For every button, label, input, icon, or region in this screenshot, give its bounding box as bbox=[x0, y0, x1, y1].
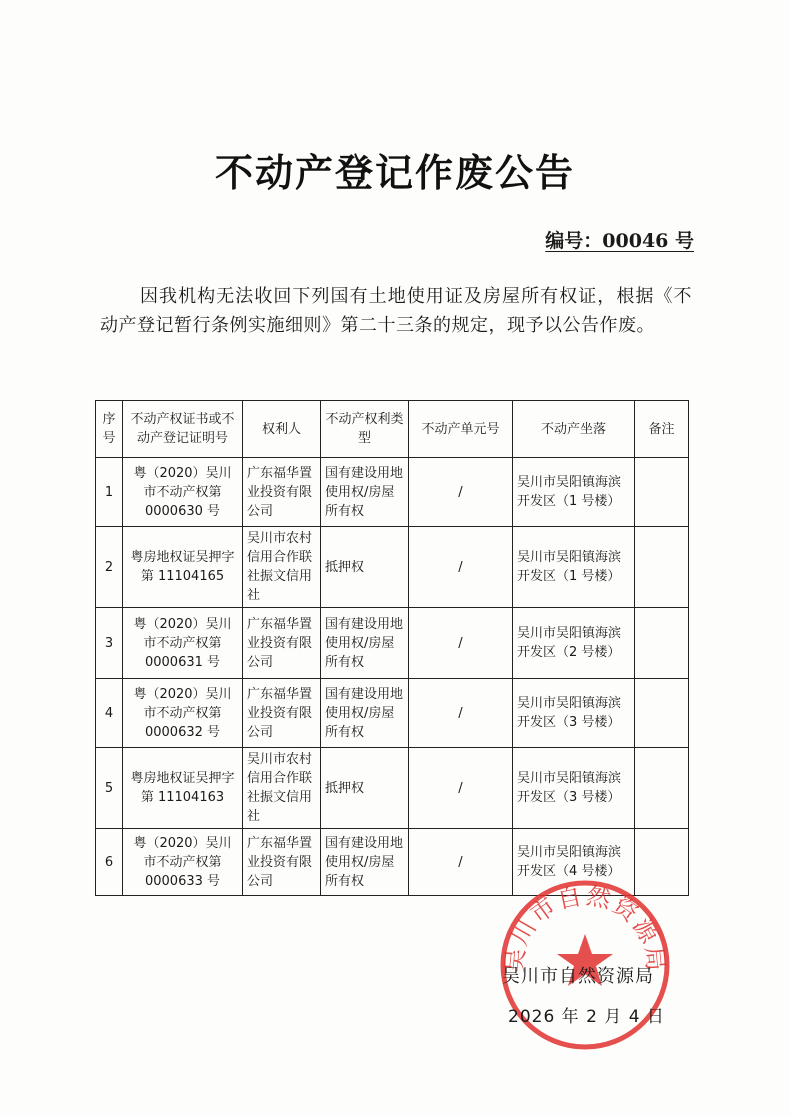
certificate-number: 粤（2020）吴川市不动产权第0000632 号 bbox=[123, 679, 243, 748]
remark bbox=[635, 748, 689, 829]
table-row bbox=[96, 608, 689, 679]
header-cell: 不动产单元号 bbox=[409, 401, 513, 458]
header-cell: 不动产坐落 bbox=[513, 401, 635, 458]
right-holder: 广东福华置业投资有限公司 bbox=[243, 458, 321, 527]
right-holder: 广东福华置业投资有限公司 bbox=[243, 679, 321, 748]
property-location: 吴川市吴阳镇海滨开发区（2 号楼） bbox=[513, 608, 635, 679]
property-location: 吴川市吴阳镇海滨开发区（1 号楼） bbox=[513, 527, 635, 608]
unit-number: / bbox=[409, 829, 513, 896]
unit-number: / bbox=[409, 527, 513, 608]
right-type: 抵押权 bbox=[321, 527, 409, 608]
table-header-row bbox=[96, 401, 689, 458]
table-row bbox=[96, 748, 689, 829]
right-type: 国有建设用地使用权/房屋所有权 bbox=[321, 458, 409, 527]
right-holder: 吴川市农村信用合作联社振文信用社 bbox=[243, 748, 321, 829]
property-location: 吴川市吴阳镇海滨开发区（3 号楼） bbox=[513, 748, 635, 829]
row-number: 2 bbox=[96, 527, 123, 608]
certificate-number: 粤（2020）吴川市不动产权第0000630 号 bbox=[123, 458, 243, 527]
row-number: 5 bbox=[96, 748, 123, 829]
notice-title: 不动产登记作废公告 bbox=[214, 150, 575, 195]
certificate-number: 粤（2020）吴川市不动产权第0000633 号 bbox=[123, 829, 243, 896]
right-type: 国有建设用地使用权/房屋所有权 bbox=[321, 608, 409, 679]
issue-date: 2026 年 2 月 4 日 bbox=[508, 1007, 665, 1027]
row-number: 4 bbox=[96, 679, 123, 748]
right-holder: 广东福华置业投资有限公司 bbox=[243, 608, 321, 679]
unit-number: / bbox=[409, 748, 513, 829]
property-location: 吴川市吴阳镇海滨开发区（1 号楼） bbox=[513, 458, 635, 527]
certificate-number: 粤房地权证吴押字第 11104163 bbox=[123, 748, 243, 829]
right-type: 国有建设用地使用权/房屋所有权 bbox=[321, 679, 409, 748]
row-number: 6 bbox=[96, 829, 123, 896]
right-holder: 广东福华置业投资有限公司 bbox=[243, 829, 321, 896]
property-location: 吴川市吴阳镇海滨开发区（3 号楼） bbox=[513, 679, 635, 748]
right-holder: 吴川市农村信用合作联社振文信用社 bbox=[243, 527, 321, 608]
unit-number: / bbox=[409, 608, 513, 679]
void-certificates-table bbox=[95, 400, 689, 896]
header-cell: 备注 bbox=[635, 401, 689, 458]
header-cell: 序号 bbox=[96, 401, 123, 458]
certificate-number: 粤（2020）吴川市不动产权第0000631 号 bbox=[123, 608, 243, 679]
notice-body: 因我机构无法收回下列国有土地使用证及房屋所有权证，根据《不动产登记暂行条例实施细则》第二十三条的规定，现予以公告作废。 bbox=[100, 286, 692, 336]
header-cell: 不动产权利类型 bbox=[321, 401, 409, 458]
remark bbox=[635, 527, 689, 608]
seal-text-path: 吴川市自然资源局 bbox=[500, 881, 670, 974]
table-row bbox=[96, 458, 689, 527]
right-type: 国有建设用地使用权/房屋所有权 bbox=[321, 829, 409, 896]
remark bbox=[635, 608, 689, 679]
unit-number: / bbox=[409, 458, 513, 527]
unit-number: / bbox=[409, 679, 513, 748]
table-row bbox=[96, 527, 689, 608]
certificate-number: 粤房地权证吴押字第 11104165 bbox=[123, 527, 243, 608]
document-number: 编号：00046 号 bbox=[545, 230, 694, 252]
row-number: 3 bbox=[96, 608, 123, 679]
right-type: 抵押权 bbox=[321, 748, 409, 829]
issuing-authority: 吴川市自然资源局 bbox=[502, 966, 654, 987]
remark bbox=[635, 458, 689, 527]
row-number: 1 bbox=[96, 458, 123, 527]
header-cell: 权利人 bbox=[243, 401, 321, 458]
remark bbox=[635, 679, 689, 748]
table-row bbox=[96, 679, 689, 748]
header-cell: 不动产权证书或不动产登记证明号 bbox=[123, 401, 243, 458]
property-location: 吴川市吴阳镇海滨开发区（4 号楼） bbox=[513, 829, 635, 896]
